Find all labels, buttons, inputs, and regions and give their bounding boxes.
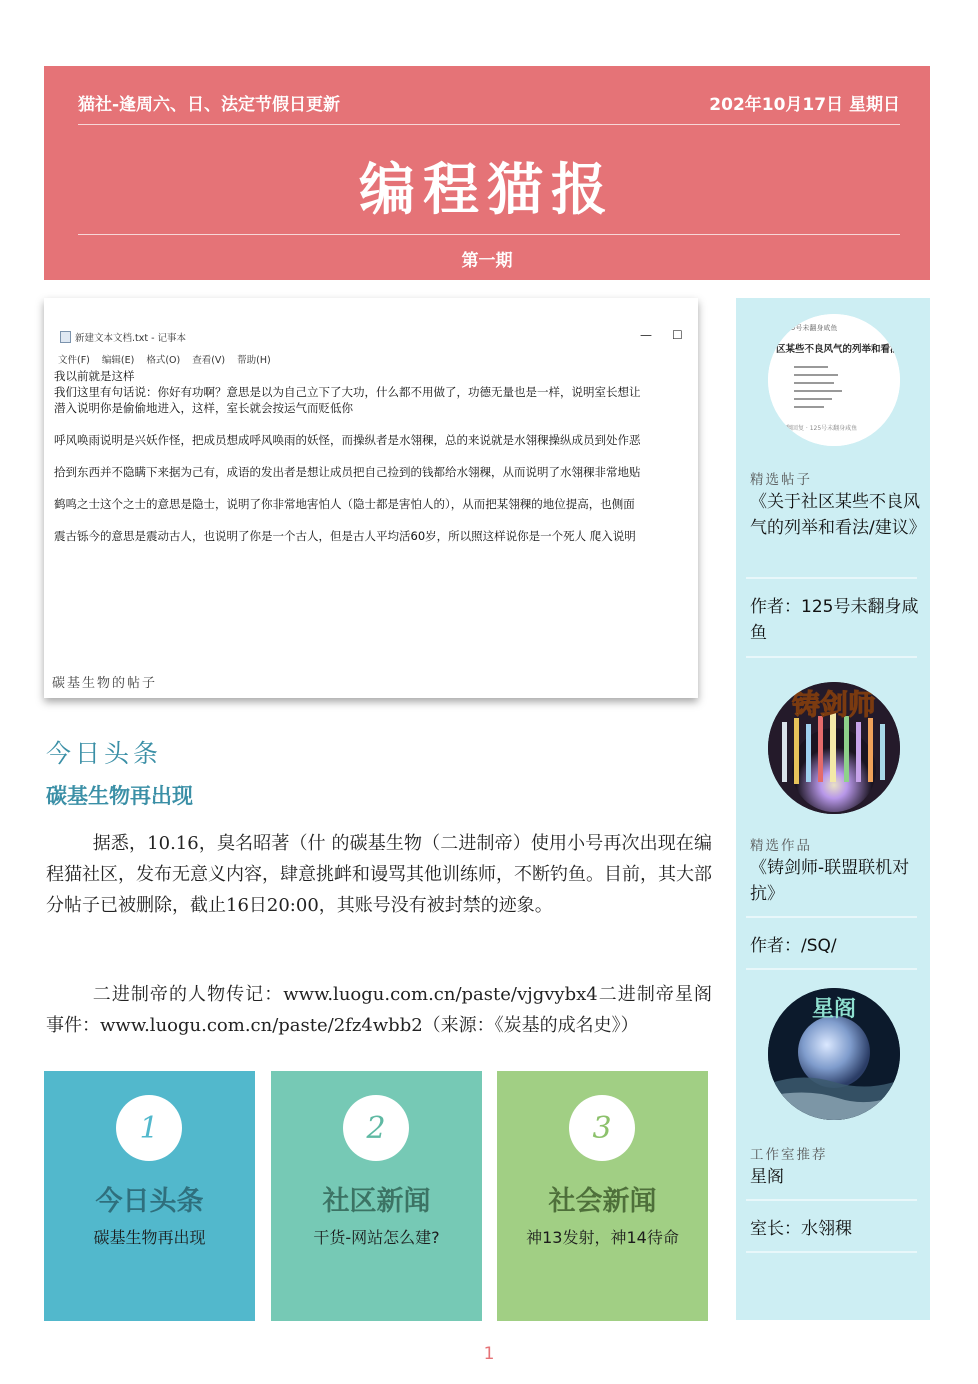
post-thumb-title: 区某些不良风气的列举和看法 [776,344,900,355]
update-schedule: 猫社-逢周六、日、法定节假日更新 [78,95,341,115]
menu-edit: 编辑(E) [101,355,135,366]
sidebar-divider [746,1251,917,1253]
notepad-menubar [58,352,271,366]
article-links-paragraph: 二进制帝的人物传记：www.luogu.com.cn/paste/vjgvybx4二进制帝星阁事件：www.luogu.com.cn/paste/2fz4wbb2（来源：《炭基的成名史》） [46,984,712,1036]
featured-work-title[interactable]: 《铸剑师-联盟联机对抗》 [750,858,910,904]
card-headline[interactable] [44,1071,255,1321]
page-number: 1 [483,1344,495,1364]
card-number: 2 [343,1095,409,1161]
notepad-line: 拾到东西并不隐瞒下来据为己有，成语的发出者是想让成员把自己捡到的钱都给水翎稞，从而说明了水翎稞非常地贴 [54,465,641,479]
menu-view: 查看(V) [192,355,226,366]
issue-number: 第一期 [461,251,513,271]
post-thumbnail [768,314,900,446]
minimize-icon: — [640,328,652,342]
card-number: 1 [116,1095,182,1161]
header-divider-bottom [78,234,900,235]
issue-date: 202年10月17日 星期日 [709,95,900,115]
article-title: 碳基生物再出现 [46,784,193,808]
sidebar-divider [746,968,917,970]
featured-post-author: 作者：125号未翻身咸鱼 [750,597,919,643]
text-file-icon [60,331,71,343]
menu-file: 文件(F) [58,355,90,366]
notepad-screenshot [44,298,698,698]
newspaper-title: 编程猫报 [359,157,615,223]
card-subtitle: 神13发射，神14待命 [526,1228,679,1247]
notepad-line: 我们这里有句话说：你好有功啊？意思是以为自己立下了大功，什么都不用做了，功德无量也是一样，说明室长想让 [54,385,641,399]
notepad-blank-line [54,480,692,496]
notepad-line: 我以前就是这样 [54,369,135,383]
card-number: 3 [569,1095,635,1161]
featured-work-author: 作者：/SQ/ [750,936,837,956]
header-divider-top [78,124,900,125]
card-title: 社会新闻 [548,1186,657,1217]
studio-name[interactable]: 星阁 [750,1167,784,1187]
studio-owner: 室长：水翎稞 [750,1219,852,1239]
notepad-titlebar [60,330,186,344]
featured-post-label: 精选帖子 [750,472,812,488]
notepad-line: 潜入说明你是偷偷地进入，这样，室长就会按运气而贬低你 [54,401,353,415]
figure-caption: 碳基生物的帖子 [52,676,158,691]
menu-format: 格式(O) [146,355,181,366]
notepad-blank-line [54,416,692,432]
notepad-text [54,368,692,544]
article-paragraph: 据悉，10.16，臭名昭著（什 的碳基生物（二进制帝）使用小号再次出现在编程猫社区，发布无意义内容，肆意挑衅和谩骂其他训练师，不断钓鱼。目前，其大部分帖子已被删除，截止16日20:00，其账号没有被封禁的迹象。 [46,833,712,916]
card-subtitle: 碳基生物再出现 [93,1228,206,1247]
work-thumbnail [768,682,900,814]
sidebar-divider [746,1199,917,1201]
card-social-news[interactable] [497,1071,708,1321]
studio-thumbnail [768,988,900,1120]
studio-label: 工作室推荐 [750,1147,828,1163]
maximize-icon: ☐ [672,328,683,342]
card-subtitle: 干货-网站怎么建? [313,1228,440,1247]
post-thumb-footer: 翻回复 · 125号未翻身咸鱼 [786,425,858,432]
notepad-blank-line [54,512,692,528]
card-title: 今日头条 [95,1186,204,1217]
header-banner [44,66,930,280]
post-thumb-header: 125号未翻身咸鱼 [782,324,838,332]
header-topline [78,90,900,115]
moon-graphic [768,988,900,1120]
menu-help: 帮助(H) [237,355,271,366]
notepad-line: 鹤鸣之士这个之士的意思是隐士，说明了你非常地害怕人（隐士都是害怕人的），从而把某翎稞的地位提高，也侧面 [54,497,635,511]
studio-thumb-text: 星阁 [811,996,857,1022]
notepad-line: 呼风唤雨说明是兴妖作怪，把成员想成呼风唤雨的妖怪，而操纵者是水翎稞，总的来说就是水翎稞操纵成员到处作恶 [54,433,641,447]
work-thumb-text: 铸剑师 [791,688,877,721]
sidebar-divider [746,656,917,658]
featured-post-title[interactable]: 《关于社区某些不良风气的列举和看法/建议》 [750,492,926,538]
featured-work-label: 精选作品 [750,838,812,854]
sidebar-divider [746,916,917,918]
post-thumbnail-graphic [768,314,900,446]
sidebar [736,298,930,1320]
sidebar-divider [746,577,917,579]
card-community-news[interactable] [271,1071,482,1321]
sword-game-graphic [768,682,900,814]
notepad-blank-line [54,448,692,464]
card-title: 社区新闻 [322,1186,431,1217]
notepad-line: 震古铄今的意思是震动古人，也说明了你是一个古人，但是古人平均活60岁，所以照这样说你是一个死人 爬入说明 [54,529,636,543]
notepad-window-title: 新建文本文档.txt - 记事本 [75,333,187,344]
section-heading: 今日头条 [46,739,163,768]
